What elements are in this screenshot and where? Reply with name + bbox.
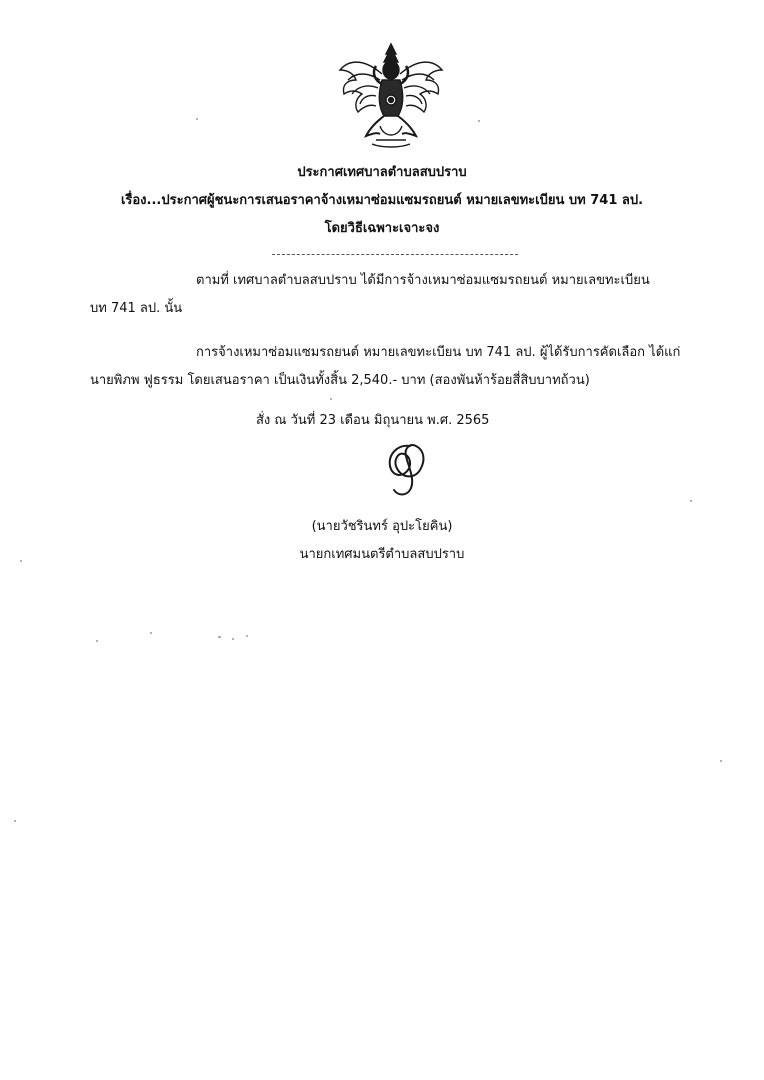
scan-speck <box>96 640 98 642</box>
document-title-method: โดยวิธีเฉพาะเจาะจง <box>324 221 440 236</box>
handwritten-signature-icon <box>380 440 436 500</box>
scan-speck <box>150 632 152 634</box>
scan-speck <box>478 120 480 122</box>
scan-speck <box>246 635 248 637</box>
scan-speck <box>20 560 22 562</box>
signer-name: (นายวัชรินทร์ อุปะโยคิน) <box>311 519 453 534</box>
given-date: สั่ง ณ วันที่ 23 เดือน มิถุนายน พ.ศ. 2565 <box>256 413 490 428</box>
scan-speck <box>14 820 16 822</box>
scan-speck <box>218 636 221 638</box>
scan-speck <box>690 500 692 502</box>
paragraph-1-line-2: บท 741 ลป. นั้น <box>90 301 183 316</box>
garuda-emblem-icon <box>336 40 446 148</box>
paragraph-2-line-2: นายพิภพ ฟูธรรม โดยเสนอราคา เป็นเงินทั้งสิ้น 2,540.- บาท (สองพันห้าร้อยสี่สิบบาทถ้วน) <box>90 373 590 388</box>
scan-speck <box>720 760 722 762</box>
paragraph-2-line-1: การจ้างเหมาซ่อมแซมรถยนต์ หมายเลขทะเบียน บท 741 ลป. ผู้ได้รับการคัดเลือก ได้แก่ <box>196 345 681 360</box>
title-separator <box>272 254 518 255</box>
scan-speck <box>196 118 198 120</box>
signer-position: นายกเทศมนตรีตำบลสบปราบ <box>299 547 465 562</box>
document-title-subject: เรื่อง...ประกาศผู้ชนะการเสนอราคาจ้างเหมาซ่อมแซมรถยนต์ หมายเลขทะเบียน บท 741 ลป. <box>120 193 644 208</box>
paragraph-1-line-1: ตามที่ เทศบาลตำบลสบปราบ ได้มีการจ้างเหมาซ่อมแซมรถยนต์ หมายเลขทะเบียน <box>196 273 650 288</box>
document-title-organization: ประกาศเทศบาลตำบลสบปราบ <box>297 165 467 180</box>
scan-speck <box>330 398 332 400</box>
scan-speck <box>232 638 234 640</box>
